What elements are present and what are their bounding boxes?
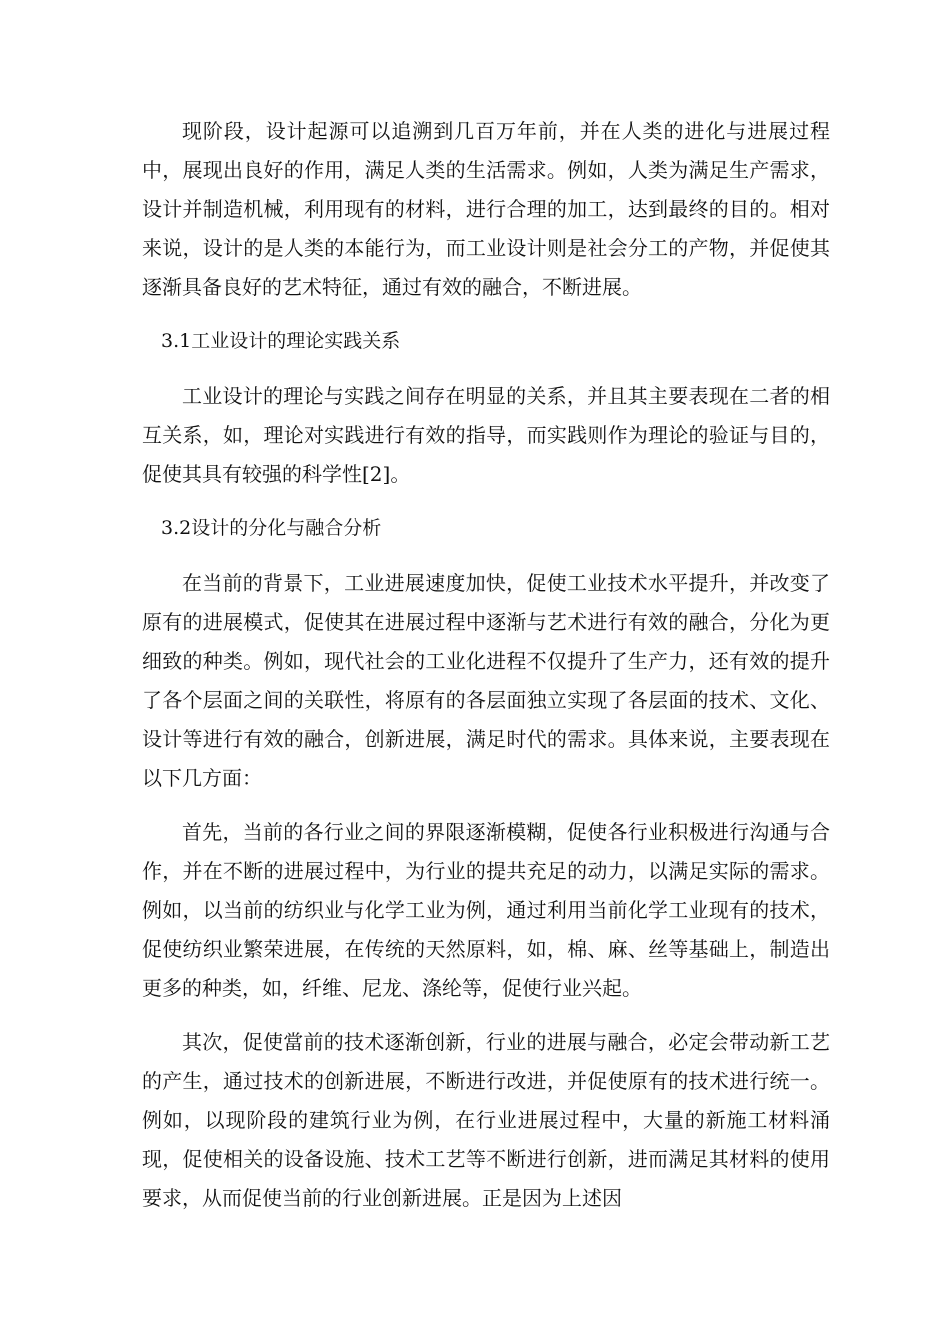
text-line: 3.1工业设计的理论实践关系 (161, 330, 401, 352)
text-line: 的需求。例如，以当前的纺织业与化学工业为例，通过利用当前化学工业 (142, 859, 831, 922)
body-paragraph (142, 564, 830, 798)
text-line: 与合作，并在不断的进展过程中，为行业的提共充足的动力，以满足实际 (142, 820, 831, 883)
text-line: 产物，并促使其逐渐具备良好的艺术特征，通过有效的融合，不断进展。 (142, 236, 831, 299)
body-paragraph (142, 377, 830, 494)
text-line: 变了原有的进展模式，促使其在进展过程中逐渐与艺术进行有效的融合， (142, 571, 831, 634)
text-line: 在当前的背景下，工业进展速度加快，促使工业技术水平提升，并改 (182, 571, 790, 595)
section-heading (142, 322, 830, 361)
text-line: 足其材料的使用要求，从而促使当前的行业创新进展。正是因为上述因 (142, 1147, 831, 1210)
text-line: 现有的技术，促使纺织业繁荣进展，在传统的天然原料，如，棉、麻、丝 (142, 898, 831, 961)
document-body (142, 112, 830, 1233)
body-paragraph (142, 813, 830, 1008)
text-line: 其次，促使當前的技术逐渐创新，行业的进展与融合，必定会带动新 (182, 1030, 790, 1054)
text-line: 工艺的产生，通过技术的创新进展，不断进行改进，并促使原有的技术进 (142, 1030, 831, 1093)
text-line: 现阶段，设计起源可以追溯到几百万年前，并在人类的进化与进展过 (182, 119, 810, 143)
text-line: 分化为更细致的种类。例如，现代社会的工业化进程不仅提升了生产力， (142, 610, 831, 673)
body-paragraph (142, 1023, 830, 1218)
text-line: 需求，设计并制造机械，利用现有的材料，进行合理的加工，达到最终的 (142, 158, 831, 221)
text-line: 面的技术、文化、设计等进行有效的融合，创新进展，满足时代的需求。 (142, 688, 831, 751)
text-line: 还有效的提升了各个层面之间的关联性，将原有的各层面独立实现了各层 (142, 649, 831, 712)
text-line: 首先，当前的各行业之间的界限逐渐模糊，促使各行业积极进行沟通 (182, 820, 790, 844)
text-line: 程中，展现出良好的作用，满足人类的生活需求。例如，人类为满足生产 (142, 119, 830, 182)
text-line: 起。 (602, 976, 642, 1000)
text-line: 等基础上，制造出更多的种类，如，纤维、尼龙、涤纶等，促使行业兴 (142, 937, 831, 1000)
text-line: 具体来说，主要表现在以下几方面： (142, 727, 831, 790)
text-line: 工业设计的理论与实践之间存在明显的关系，并且其主要表现在二者 (182, 384, 790, 408)
text-line: 目的。相对来说，设计的是人类的本能行为，而工业设计则是社会分工的 (142, 197, 831, 260)
text-line: 与目的，促使其具有较强的科学性[2]。 (142, 423, 831, 486)
section-heading (142, 509, 830, 548)
text-line: 3.2设计的分化与融合分析 (161, 517, 382, 539)
text-line: 施工材料涌现，促使相关的设备设施、技术工艺等不断进行创新，进而满 (142, 1108, 830, 1171)
body-paragraph (142, 112, 830, 307)
text-line: 行统一。例如，以现阶段的建筑行业为例，在行业进展过程中，大量的新 (142, 1069, 831, 1132)
text-line: 的相互关系，如，理论对实践进行有效的指导，而实践则作为理论的验证 (142, 384, 831, 447)
